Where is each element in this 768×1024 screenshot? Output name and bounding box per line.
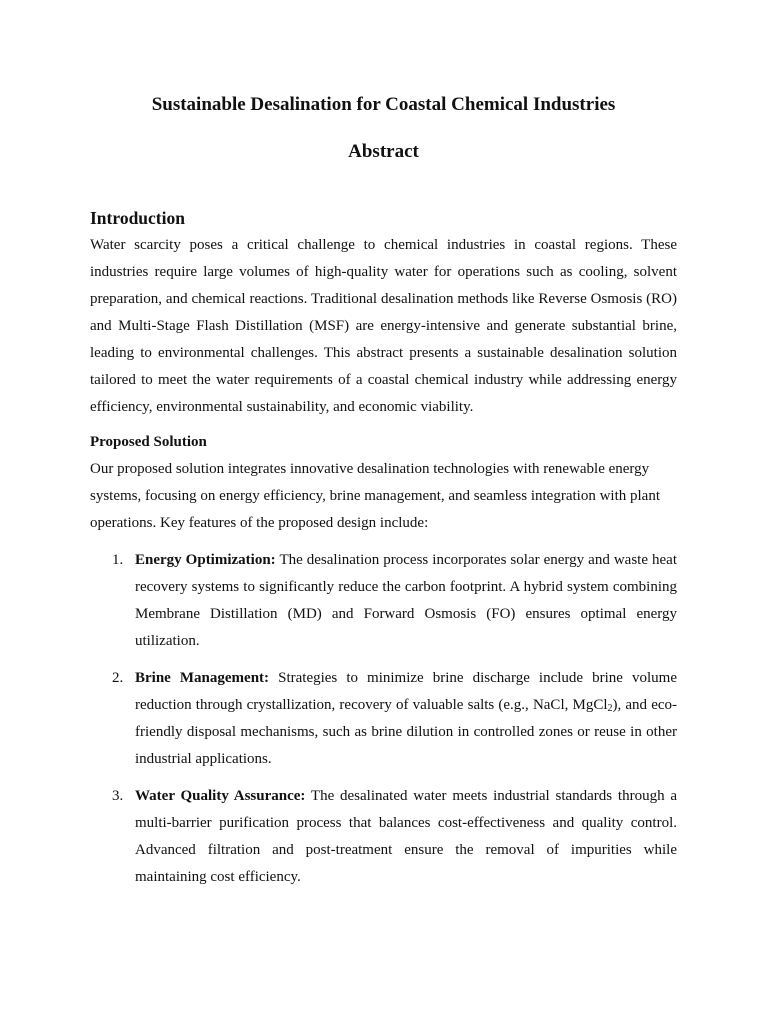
proposed-solution-heading: Proposed Solution — [90, 434, 207, 450]
list-number: 1. — [112, 552, 124, 568]
feature-text: The desalinated water meets industrial standards through a multi-barrier purification process that balances cost-effectiveness and quality control. Advanced filtration and post-treatment ensure the removal of impurities while maintaining cost efficiency. — [135, 788, 677, 885]
feature-label: Water Quality Assurance: — [135, 788, 306, 804]
feature-text-before: Strategies to minimize brine discharge include brine volume reduction through crystallization, recovery of valuable salts (e.g., NaCl, MgCl — [135, 670, 677, 713]
introduction-heading: Introduction — [90, 208, 185, 228]
chemical-subscript: 2 — [607, 703, 613, 714]
feature-item-energy-optimization — [90, 547, 677, 655]
abstract-heading: Abstract — [348, 141, 419, 162]
list-number: 3. — [112, 788, 124, 804]
feature-label: Energy Optimization: — [135, 552, 276, 568]
feature-item-water-quality-assurance — [90, 783, 677, 891]
feature-item-brine-management — [90, 665, 677, 773]
introduction-paragraph: Water scarcity poses a critical challenge to chemical industries in coastal regions. These industries require large volumes of high-quality water for operations such as cooling, solvent preparation, and chemical reactions. Traditional desalination methods like Reverse Osmosis (RO) and Multi-Stage Flash Distillation (MSF) are energy-intensive and generate substantial brine, leading to environmental challenges. This abstract presents a sustainable desalination solution tailored to meet the water requirements of a coastal chemical industry while addressing energy efficiency, environmental sustainability, and economic viability. — [90, 237, 677, 415]
feature-label: Brine Management: — [135, 670, 270, 686]
document-page — [90, 92, 677, 901]
list-number: 2. — [112, 670, 124, 686]
document-title: Sustainable Desalination for Coastal Chemical Industries — [151, 94, 616, 115]
features-list — [90, 547, 677, 891]
feature-text: The desalination process incorporates solar energy and waste heat recovery systems to significantly reduce the carbon footprint. A hybrid system combining Membrane Distillation (MD) and Forward Osmosis (FO) ensures optimal energy utilization. — [135, 552, 678, 649]
feature-text-after: ), and eco-friendly disposal mechanisms, such as brine dilution in controlled zones or reuse in other industrial applications. — [135, 697, 677, 767]
proposed-solution-paragraph: Our proposed solution integrates innovative desalination technologies with renewable energy systems, focusing on energy efficiency, brine management, and seamless integration with plant operations. Key features of the proposed design include: — [90, 461, 660, 531]
